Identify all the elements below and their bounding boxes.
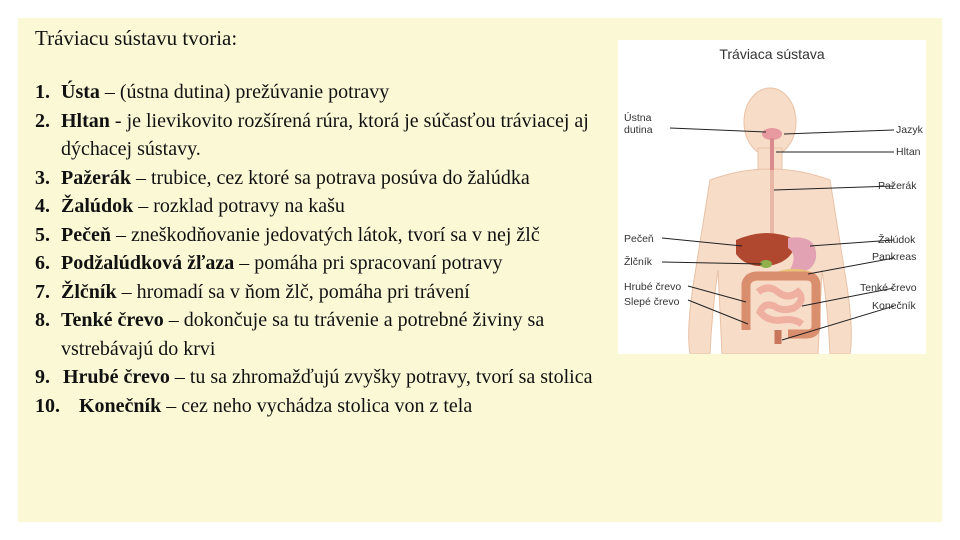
label-slepe-crevo: Slepé črevo — [624, 296, 680, 308]
label-pecen: Pečeň — [624, 233, 654, 245]
list-item: 9. Hrubé črevo – tu sa zhromažďujú zvyšky potravy, tvorí sa stolica — [35, 366, 593, 388]
list-item: 6. Podžalúdková žľaza – pomáha pri spracovaní potravy — [35, 252, 503, 274]
label-konecnik: Konečník — [872, 300, 916, 312]
label-hltan: Hltan — [896, 146, 921, 158]
figure-title: Tráviaca sústava — [719, 46, 825, 62]
list-item: 10. Konečník – cez neho vychádza stolica von z tela — [35, 394, 473, 417]
label-tenke-crevo: Tenké črevo — [860, 282, 917, 294]
list-item: 2. Hltan - je lievikovito rozšírená rúra, ktorá je súčasťou tráviacej aj dýchacej sústavy. — [35, 109, 589, 160]
label-jazyk: Jazyk — [896, 124, 923, 136]
slide — [18, 18, 942, 522]
list-item: 5. Pečeň – zneškodňovanie jedovatých látok, tvorí sa v nej žlč — [35, 223, 540, 246]
organ-list — [35, 78, 625, 420]
label-pankreas: Pankreas — [872, 251, 917, 263]
label-pazerak: Pažerák — [878, 180, 917, 192]
list-item: 3. Pažerák – trubice, cez ktoré sa potrava posúva do žalúdka — [35, 166, 530, 189]
slide-heading: Tráviacu sústavu tvoria: — [35, 26, 238, 50]
list-item: 4. Žalúdok – rozklad potravy na kašu — [35, 195, 345, 217]
label-zaludok: Žalúdok — [878, 234, 916, 246]
label-hrube-crevo: Hrubé črevo — [624, 281, 682, 293]
list-item: 8. Tenké črevo – dokončuje sa tu trávenie a potrebné živiny sa vstrebávajú do krvi — [35, 309, 545, 360]
digestive-system-figure — [618, 40, 926, 354]
list-item: 7. Žlčník – hromadí sa v ňom žlč, pomáha pri trávení — [35, 280, 470, 303]
label-ustna-dutina: Ústna dutina — [624, 112, 653, 136]
list-item: 1. Ústa – (ústna dutina) prežúvanie potravy — [35, 81, 390, 103]
label-zlcnik: Žlčník — [624, 256, 653, 268]
